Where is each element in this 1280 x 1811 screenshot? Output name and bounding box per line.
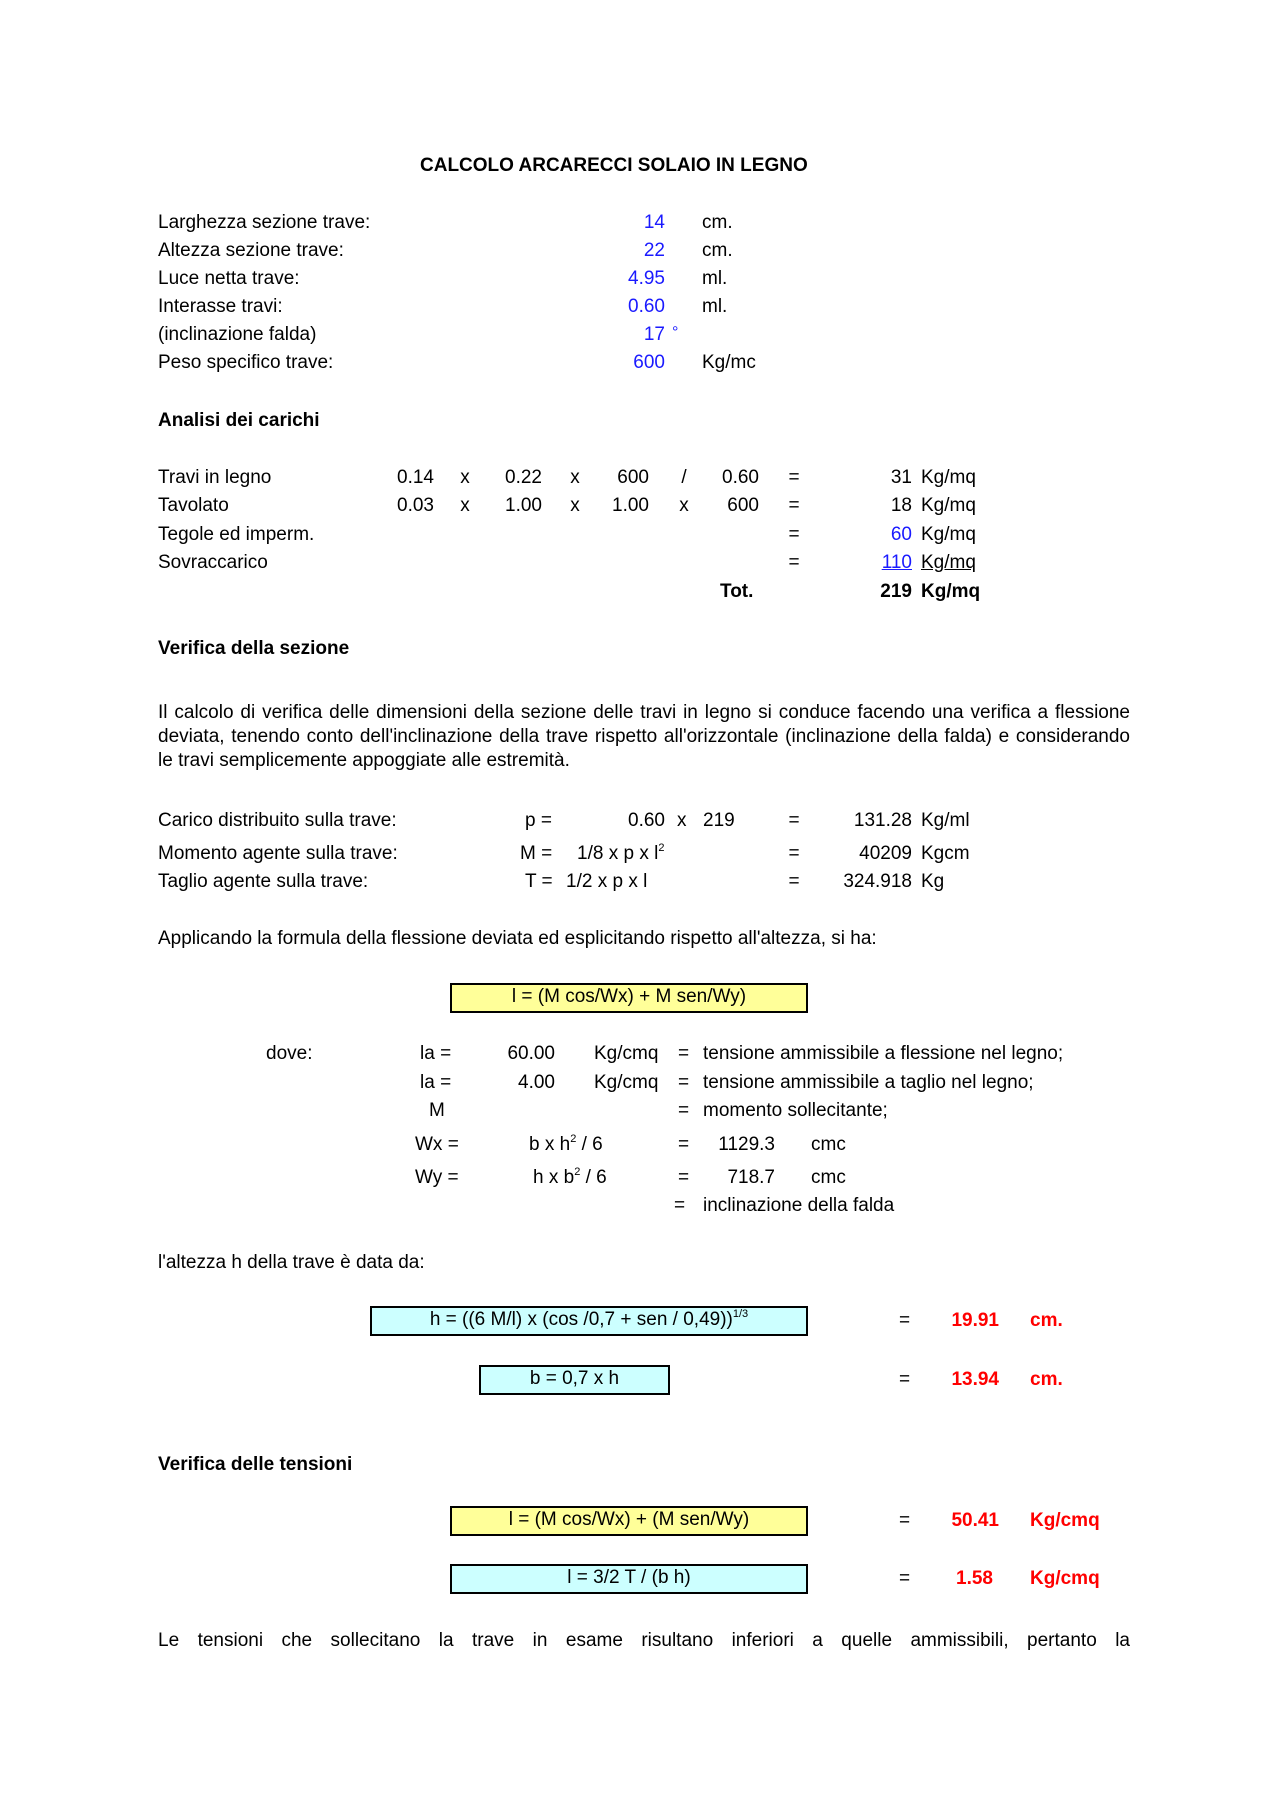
load-equals: = [788, 552, 800, 573]
load-value-input: 110 [881, 552, 912, 573]
param-label: Larghezza sezione trave: [158, 212, 371, 233]
load-operator: x [460, 495, 470, 516]
param-label-inclination: (inclinazione falda) [158, 324, 317, 345]
m-description: momento sollecitante; [703, 1100, 888, 1121]
taglio-value: 324.918 [843, 871, 912, 892]
load-operand: 600 [617, 467, 649, 488]
carico-label: Carico distribuito sulla trave: [158, 810, 397, 831]
load-operand: 0.60 [722, 467, 759, 488]
load-label: Sovraccarico [158, 552, 268, 573]
load-operand: 0.03 [397, 495, 434, 516]
load-operand: 1.00 [612, 495, 649, 516]
sigma-result: 50.41 [951, 1510, 999, 1531]
carico-symbol: p = [525, 810, 552, 831]
wy-formula: h x $b^2 / 6$ [533, 1166, 607, 1188]
param-value: 14 [643, 212, 665, 233]
wx-value: 1129.3 [718, 1134, 775, 1155]
momento-formula: 1/8 x p x $l^2$ [577, 842, 665, 864]
momento-value: 40209 [859, 843, 912, 864]
carico-unit: Kg/ml [921, 810, 970, 831]
load-unit: Kg/mq [921, 495, 976, 516]
sigma-la-value: 60.00 [507, 1043, 555, 1064]
param-label: Luce netta trave: [158, 268, 300, 289]
load-operator: x [460, 467, 470, 488]
param-value: 600 [633, 352, 665, 373]
alpha-equals: = [674, 1195, 686, 1216]
load-operand: 0.22 [505, 467, 542, 488]
load-unit: Kg/mq [921, 467, 976, 488]
carico-factor: 219 [703, 810, 735, 831]
load-operator: x [570, 467, 580, 488]
width-equals: = [899, 1369, 911, 1390]
carico-value: 131.28 [853, 810, 912, 831]
load-label: Tavolato [158, 495, 229, 516]
momento-unit: Kgcm [921, 843, 970, 864]
load-equals: = [788, 495, 800, 516]
formula-main-box: l = (M cos/Wx) + M sen/Wy) [450, 983, 808, 1013]
sigma-la-unit: Kg/cmq [594, 1043, 659, 1064]
load-label: Travi in legno [158, 467, 272, 488]
load-operator: / [681, 467, 687, 488]
param-unit: Kg/mc [702, 352, 756, 373]
momento-equals: = [788, 843, 800, 864]
wy-symbol: Wy = [415, 1167, 459, 1188]
taglio-equals: = [788, 871, 800, 892]
param-value: 4.95 [628, 268, 665, 289]
wy-unit: cmc [811, 1167, 846, 1188]
load-operator: x [570, 495, 580, 516]
param-unit-degree: ° [672, 324, 679, 341]
tau-result: 1.58 [956, 1568, 993, 1589]
tau-unit: Kg/cmq [1030, 1568, 1100, 1589]
taglio-unit: Kg [921, 871, 945, 892]
applying-text: Applicando la formula della flessione deviata ed esplicitando rispetto all'altezza, si ha: [158, 928, 877, 949]
alpha-description: inclinazione della falda [703, 1195, 895, 1216]
sigma-la-description: tensione ammissibile a flessione nel legno; [703, 1043, 1064, 1064]
tau-equals: = [899, 1568, 911, 1589]
sigma-formula-box: l = (M cos/Wx) + (M sen/Wy) [450, 1506, 808, 1536]
load-unit: Kg/mq [921, 552, 976, 573]
load-operator: x [679, 495, 689, 516]
taglio-symbol: T = [525, 871, 553, 892]
total-value: 219 [880, 581, 912, 602]
wx-equals: = [678, 1134, 690, 1155]
param-label: Interasse travi: [158, 296, 283, 317]
width-formula-box: b = 0,7 x h [479, 1365, 670, 1395]
momento-symbol: M = [520, 843, 553, 864]
wx-unit: cmc [811, 1134, 846, 1155]
param-unit: ml. [702, 268, 728, 289]
height-unit: cm. [1030, 1310, 1063, 1331]
conclusion-text: Le tensioni che sollecitano la trave in esame risultano inferiori a quelle ammissibili, pertanto la [158, 1630, 1130, 1651]
load-value-input: 60 [890, 524, 912, 545]
load-value: 31 [890, 467, 912, 488]
total-label: Tot. [720, 581, 754, 602]
sigma-la-symbol: la = [420, 1043, 452, 1064]
load-value: 18 [890, 495, 912, 516]
total-unit: Kg/mq [921, 581, 981, 602]
param-unit: cm. [702, 212, 733, 233]
m-equals: = [678, 1100, 690, 1121]
load-operand: 600 [727, 495, 759, 516]
loads-heading: Analisi dei carichi [158, 410, 320, 431]
section-paragraph: Il calcolo di verifica delle dimensioni della sezione delle travi in legno si conduce facendo una verifica a flessione deviata, tenendo conto dell'inclinazione della trave rispetto all'orizzontale (inclinazione della falda) e considerando le travi semplicemente appoggiate alle estremità. [158, 702, 1130, 771]
tau-la-description: tensione ammissibile a taglio nel legno; [703, 1072, 1034, 1093]
height-equals: = [899, 1310, 911, 1331]
load-equals: = [788, 524, 800, 545]
wy-equals: = [678, 1167, 690, 1188]
load-unit: Kg/mq [921, 524, 976, 545]
param-label: Peso specifico trave: [158, 352, 334, 373]
tau-formula-box: l = 3/2 T / (b h) [450, 1564, 808, 1594]
taglio-formula: 1/2 x p x l [566, 871, 648, 892]
param-unit: cm. [702, 240, 733, 261]
tau-la-symbol: la = [420, 1072, 452, 1093]
section-heading: Verifica della sezione [158, 638, 350, 659]
param-value: 17 [643, 324, 665, 345]
wx-symbol: Wx = [415, 1134, 459, 1155]
wy-value: 718.7 [727, 1167, 775, 1188]
width-unit: cm. [1030, 1369, 1063, 1390]
sigma-equals: = [899, 1510, 911, 1531]
height-result: 19.91 [951, 1310, 999, 1331]
load-operand: 0.14 [397, 467, 434, 488]
carico-operator: x [677, 810, 687, 831]
tensions-heading: Verifica delle tensioni [158, 1454, 353, 1475]
height-formula-box: h = ((6 M/l) x (cos /0,7 + sen / 0,49))$^{1/3}$ [370, 1306, 808, 1336]
momento-label: Momento agente sulla trave: [158, 843, 398, 864]
load-label: Tegole ed imperm. [158, 524, 315, 545]
tau-la-unit: Kg/cmq [594, 1072, 659, 1093]
wx-formula: b x $h^2 / 6$ [529, 1133, 603, 1155]
load-equals: = [788, 467, 800, 488]
load-operand: 1.00 [505, 495, 542, 516]
param-unit: ml. [702, 296, 728, 317]
m-symbol: M [429, 1100, 445, 1121]
page-title: CALCOLO ARCARECCI SOLAIO IN LEGNO [420, 155, 808, 176]
sigma-unit: Kg/cmq [1030, 1510, 1100, 1531]
carico-equals: = [788, 810, 800, 831]
width-result: 13.94 [951, 1369, 999, 1390]
param-value: 0.60 [628, 296, 665, 317]
carico-factor: 0.60 [628, 810, 665, 831]
param-value: 22 [643, 240, 665, 261]
height-intro: l'altezza h della trave è data da: [158, 1252, 425, 1273]
dove-label: dove: [266, 1043, 313, 1064]
sigma-la-equals: = [678, 1043, 690, 1064]
taglio-label: Taglio agente sulla trave: [158, 871, 369, 892]
tau-la-equals: = [678, 1072, 690, 1093]
tau-la-value: 4.00 [518, 1072, 555, 1093]
param-label: Altezza sezione trave: [158, 240, 344, 261]
